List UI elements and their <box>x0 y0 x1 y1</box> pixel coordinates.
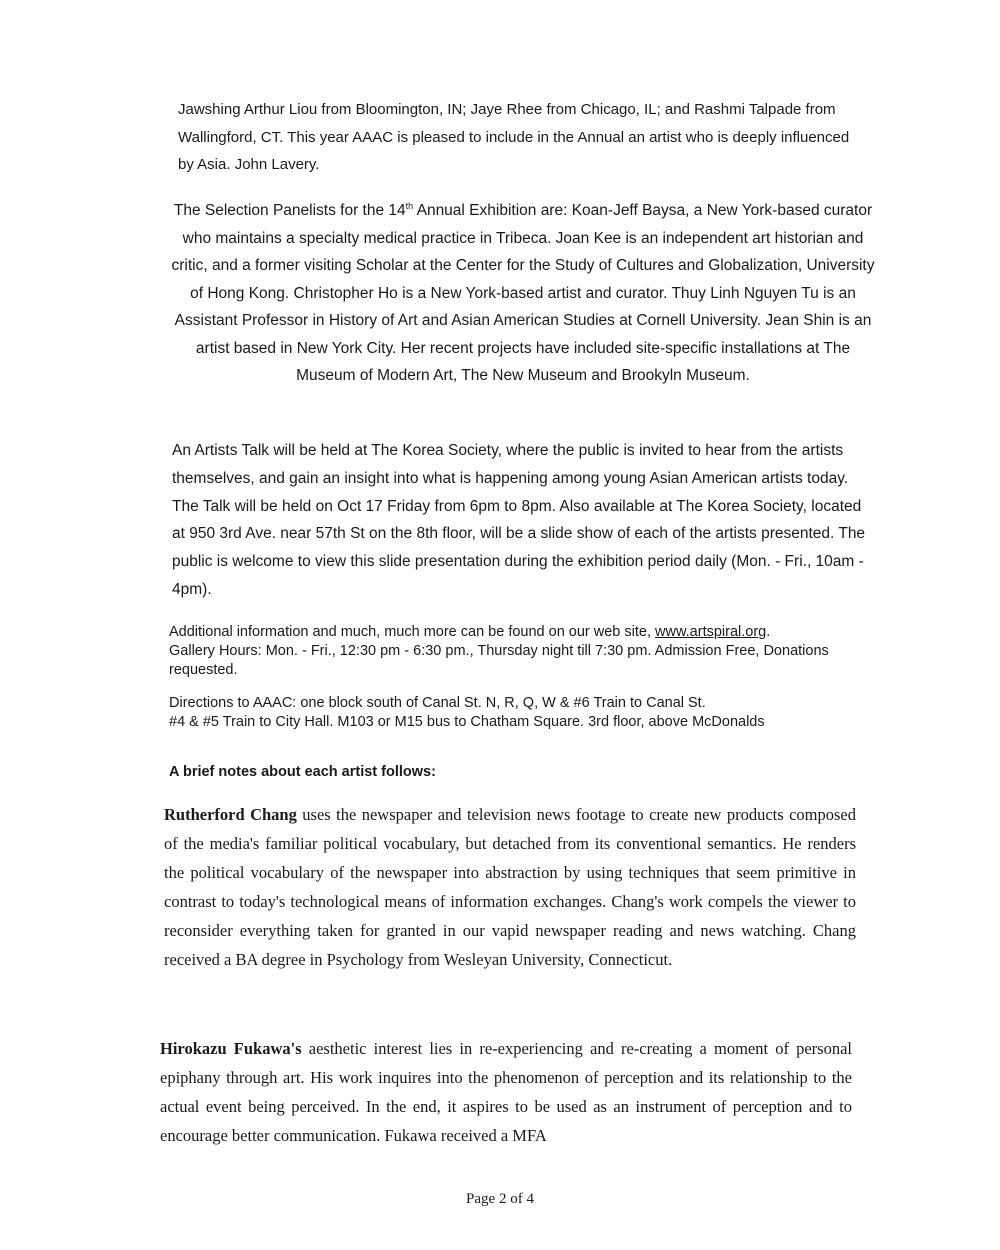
additional-info-lead: Additional information and much, much more can be found on our web site, <box>169 624 656 640</box>
gallery-hours: Gallery Hours: Mon. - Fri., 12:30 pm - 6:30 pm., Thursday night till 7:30 pm. Admission Free, Donations requested. <box>169 643 829 678</box>
panelists-paragraph <box>170 197 876 390</box>
panelists-lead: The Selection Panelists for the 14 <box>173 202 406 219</box>
directions-line-1: Directions to AAAC: one block south of Canal St. N, R, Q, W & #6 Train to Canal St. <box>169 695 706 711</box>
intro-paragraph: Jawshing Arthur Liou from Bloomington, IN; Jaye Rhee from Chicago, IL; and Rashmi Talpade from Wallingford, CT. This year AAAC is pleased to include in the Annual an artist who is deeply influenced by Asia. John Lavery. <box>178 101 850 173</box>
artist-name-fukawa: Hirokazu Fukawa's <box>160 1039 302 1058</box>
artist-name-chang: Rutherford Chang <box>164 805 297 824</box>
additional-info-paragraph <box>169 623 879 680</box>
artist-bio-chang <box>164 800 856 974</box>
artists-talk-paragraph: An Artists Talk will be held at The Korea Society, where the public is invited to hear from the artists themselves, and gain an insight into what is happening among young Asian American artists today. The Talk will be held on Oct 17 Friday from 6pm to 8pm. Also available at The Korea Society, located at 950 3rd Ave. near 57th St on the 8th floor, will be a slide show of each of the artists presented. The public is welcome to view this slide presentation during the exhibition period daily (Mon. - Fri., 10am - 4pm). <box>172 442 866 598</box>
panelists-body: Annual Exhibition are: Koan-Jeff Baysa, a New York-based curator who maintains a specialty medical practice in Tribeca. Joan Kee is an independent art historian and critic, and a former visiting Scholar at the Center for the Study of Cultures and Globalization, University of Hong Kong. Christopher Ho is a New York-based artist and curator. Thuy Linh Nguyen Tu is an Assistant Professor in History of Art and Asian American Studies at Cornell University. Jean Shin is an artist based in New York City. Her recent projects have included site-specific installations at The Museum of Modern Art, The New Museum and Brookyln Museum. <box>171 202 875 384</box>
page-number: Page 2 of 4 <box>466 1191 534 1207</box>
artist-bio-fukawa-text: aesthetic interest lies in re-experiencing and re-creating a moment of personal epiphany through art. His work inquires into the phenomenon of perception and its relationship to the actual event being perceived. In the end, it aspires to be used as an instrument of perception and to encourage better communication. Fukawa received a MFA <box>160 1039 852 1145</box>
website-link[interactable]: www.artspiral.org <box>655 624 767 640</box>
artist-bio-fukawa <box>160 1034 852 1150</box>
additional-info-period: . <box>766 624 771 640</box>
directions-paragraph <box>169 694 879 732</box>
artist-notes-heading: A brief notes about each artist follows: <box>169 764 436 780</box>
directions-line-2: #4 & #5 Train to City Hall. M103 or M15 bus to Chatham Square. 3rd floor, above McDonalds <box>169 714 765 730</box>
panelists-ordinal-suffix: th <box>405 200 414 211</box>
artist-bio-chang-text: uses the newspaper and television news footage to create new products composed of the media's familiar political vocabulary, but detached from its conventional semantics. He renders the political vocabulary of the newspaper into abstraction by using techniques that seem primitive in contrast to today's technological means of information exchanges. Chang's work compels the viewer to reconsider everything taken for granted in our vapid newspaper reading and news watching. Chang received a BA degree in Psychology from Wesleyan University, Connecticut. <box>164 805 856 969</box>
